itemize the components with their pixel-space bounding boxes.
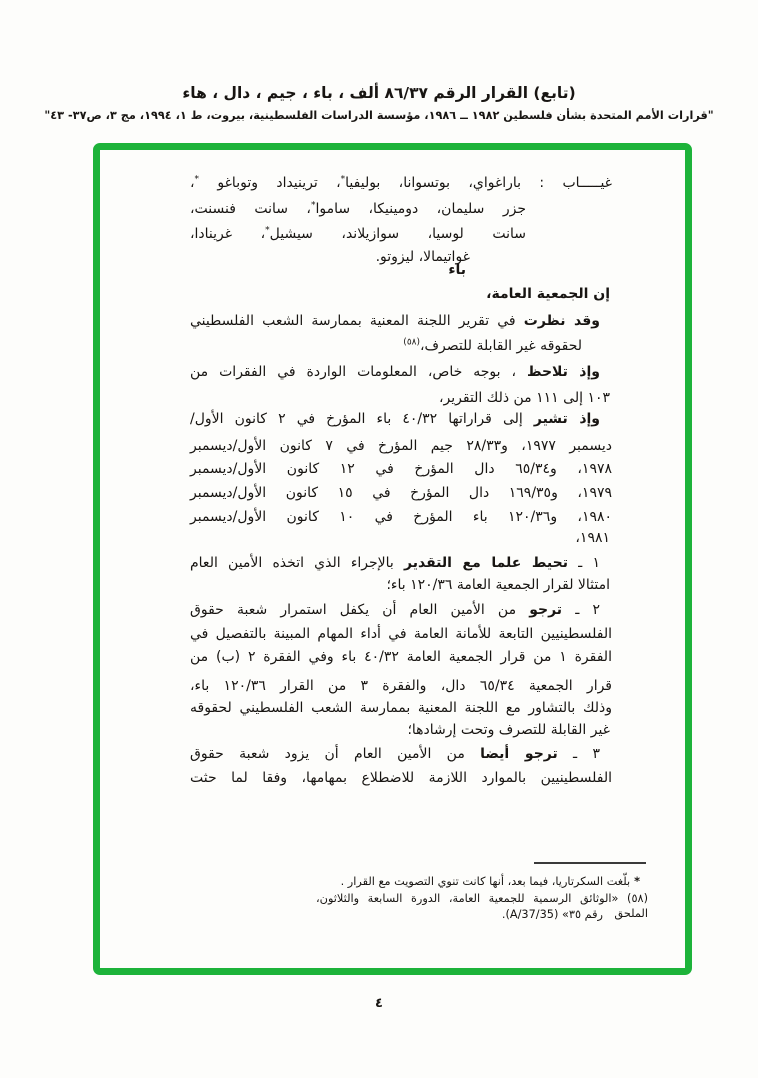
body-line [190,336,612,358]
body-line-segment: سانت لوسيا، سوازيلاند، سيشيل [269,226,526,242]
body-line [190,409,612,431]
body-line [190,362,612,384]
body-line-segment: الفقرة ١ من قرار الجمعية العامة ٤٠/٣٢ باء وفي الفقرة ٢ (ب) من [190,649,612,665]
body-line-segment: ، [190,175,195,191]
body-line-segment: غيـــــاب : باراغواي، بوتسوانا، بوليفيا [345,175,612,191]
body-line-segment: * [194,174,200,185]
body-line-segment: في تقرير اللجنة المعنية بممارسة الشعب الفلسطيني [190,313,524,329]
body-line-segment: لحقوقه غير القابلة للتصرف، [420,338,582,354]
body-line-segment: ١ ـ [567,555,600,571]
footnote-line-segment: بلّغت السكرتاريا، فيما بعد، أنها كانت تنوي التصويت مع القرار . [340,875,631,888]
footnote-separator [534,862,646,864]
body-line-segment: ، سانت فنسنت، [190,201,311,217]
body-line [190,507,612,529]
document-title: (تابع) القرار الرقم ٨٦/٣٧ ألف ، باء ، جيم ، دال ، هاء [182,84,576,102]
body-line-segment: الفلسطينيين بالموارد اللازمة للاضطلاع بمهامها، وفقا لما حثت [190,770,612,786]
body-line [190,199,612,221]
body-line-segment: * [340,174,346,185]
body-line [190,311,612,333]
body-line-segment: (٥٨) [403,337,420,348]
body-line-segment: ١٩٨٠، و١٢٠/٣٦ باء المؤرخ في ١٠ كانون الأول/ديسمبر [190,509,613,525]
body-line [190,173,612,195]
body-line-segment: جزر سليمان، دومينيكا، ساموا [315,201,526,217]
body-line-segment: من الأمين العام أن يزود شعبة حقوق [190,746,481,762]
footnote-line [316,907,648,923]
body-line-segment: ٣ ـ [557,746,600,762]
page-number: ٤ [375,996,383,1011]
body-line [190,553,612,575]
body-line [190,720,612,742]
body-line-segment: * [265,225,270,236]
body-line-segment: ، بوجه خاص، المعلومات الواردة في الفقرات من [190,364,527,380]
body-line [190,575,612,597]
body-line-segment: باء [448,262,466,278]
body-line-segment: ٢ ـ [562,602,600,618]
body-line-segment: ١٠٣ إلى ١١١ من ذلك التقرير، [439,390,610,406]
body-line-segment: وإذ تشير [533,411,601,427]
body-line-segment: وذلك بالتشاور مع اللجنة المعنية بممارسة الشعب الفلسطيني لحقوقه [190,700,612,716]
body-line-segment: غواتيمالا، ليزوتو. [375,249,470,265]
body-line-segment: بالإجراء الذي اتخذه الأمين العام [190,555,405,571]
body-line [190,224,612,246]
body-line [190,528,612,550]
body-line-segment: ١٩٧٨، و٦٥/٣٤ دال المؤرخ في ١٢ كانون الأول/ديسمبر [190,461,612,477]
body-line [190,284,612,306]
body-line-segment: قرار الجمعية ٦٥/٣٤ دال، والفقرة ٣ من القرار ١٢٠/٣٦ باء، [190,678,613,694]
body-line-segment: ترجو أيضا [480,746,558,762]
document-citation: "قرارات الأمم المتحدة بشأن فلسطين ١٩٨٢ ــ ١٩٨٦، مؤسسة الدراسات الفلسطينية، بيروت، ط ١، ١٩٩٤، مج ٣، ص٣٧- ٤٣" [44,109,714,122]
body-line-segment: ، غرينادا، [190,226,266,242]
body-line-segment: ديسمبر ١٩٧٧، و٢٨/٣٣ جيم المؤرخ في ٧ كانون الأول/ديسمبر [190,438,612,454]
body-line [190,624,612,646]
footnote-line [316,874,648,890]
document-body [190,0,612,900]
body-line-segment: امتثالا لقرار الجمعية العامة ١٢٠/٣٦ باء؛ [386,577,610,593]
footnotes [316,858,648,928]
body-line [190,647,612,669]
body-line [190,676,612,698]
body-line-segment: إن الجمعية العامة، [486,286,610,302]
footnote-line-segment: (٥٨) «الوثائق الرسمية للجمعية العامة، الدورة السابعة والثلاثون، الملحق [316,892,648,920]
body-line-segment: الفلسطينيين التابعة للأمانة العامة في أداء المهام المبينة بالتفصيل في [190,626,612,642]
footnote-line-segment: رقم ٣٥» (A/37/35). [501,908,603,921]
body-line-segment: من الأمين العام أن يكفل استمرار شعبة حقوق [190,602,530,618]
body-line-segment: غير القابلة للتصرف وتحت إرشادها؛ [407,722,610,738]
body-line [190,483,612,505]
body-line-segment: ترجو [529,602,563,618]
body-line-segment: ، ترينيداد وتوباغو [199,175,341,191]
body-line [190,600,612,622]
body-line [190,698,612,720]
body-line-segment: ١٩٨١، [575,530,610,546]
body-line [190,768,612,790]
body-line-segment: تحيط علما مع التقدير [404,555,568,571]
body-line [190,744,612,766]
body-line [190,436,612,458]
body-line-segment: * [310,200,316,211]
body-line-segment: وقد نظرت [523,313,600,329]
footnote-line-segment: * [630,875,640,888]
body-line [190,260,612,282]
body-line-segment: ١٩٧٩، و١٦٩/٣٥ دال المؤرخ في ١٥ كانون الأول/ديسمبر [190,485,612,501]
body-line [190,459,612,481]
body-line-segment: إلى قراراتها ٤٠/٣٢ باء المؤرخ في ٢ كانون الأول/ [190,411,534,427]
body-line [190,388,612,410]
body-line-segment: وإذ تلاحظ [526,364,600,380]
